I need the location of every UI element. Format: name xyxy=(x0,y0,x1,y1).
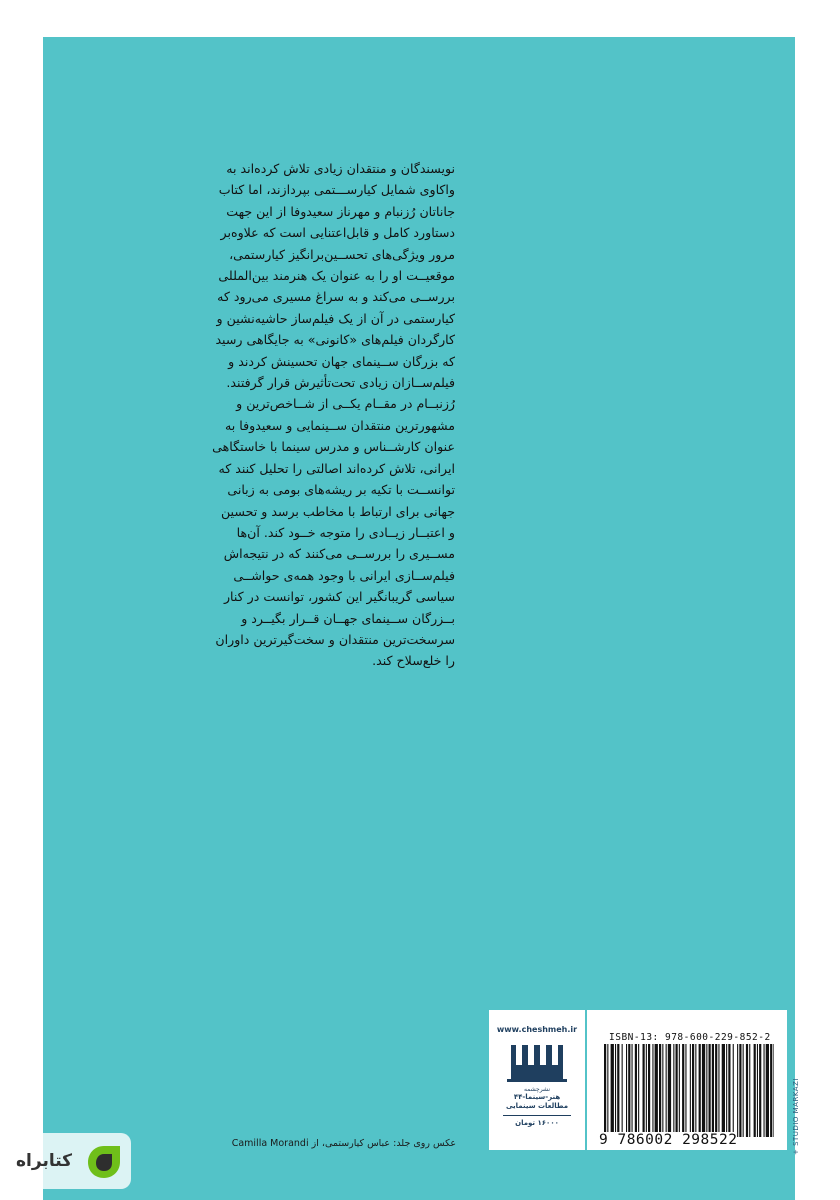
barcode-bar xyxy=(690,1044,691,1137)
studio-credit: + STUDIO MARKAZI xyxy=(792,1078,800,1155)
barcode-bar xyxy=(728,1044,730,1137)
blurb-line: مســیری را بررســی می‌کنند که در نتیجه‌اش xyxy=(223,546,455,562)
barcode-bar xyxy=(743,1044,744,1137)
barcode-bar xyxy=(646,1044,647,1137)
barcode-digits: 9 786002 298522 xyxy=(599,1132,738,1148)
barcode-bar xyxy=(604,1044,606,1137)
series-label: نشرچشمه xyxy=(523,1086,551,1093)
isbn-text: ISBN-13: 978-600-229-852-2 xyxy=(609,1032,771,1043)
barcode-bar xyxy=(659,1044,661,1137)
barcode-bar xyxy=(764,1044,765,1137)
barcode-bar xyxy=(702,1044,705,1137)
barcode-bar xyxy=(757,1044,758,1137)
blurb-line: مرور ویژگی‌های تحســین‌برانگیز کیارستمی، xyxy=(229,246,455,262)
barcode-bar xyxy=(712,1044,714,1137)
blurb-line: واکاوی شمایل کیارســـتمی بپردازند، اما کتاب xyxy=(218,182,455,198)
barcode-bar xyxy=(718,1044,719,1137)
divider xyxy=(503,1115,571,1116)
watermark xyxy=(0,1133,131,1189)
barcode-bar xyxy=(628,1044,630,1137)
blurb-line: نویسندگان و منتقدان زیادی تلاش کرده‌اند به xyxy=(226,161,455,176)
barcode-bar xyxy=(739,1044,741,1137)
barcode-bar xyxy=(709,1044,711,1137)
barcode-bar xyxy=(682,1044,684,1137)
blurb-line: مشهورترین منتقدان ســینمایی و سعیدوفا به xyxy=(225,417,455,433)
barcode xyxy=(604,1044,774,1137)
watermark-text: کتابراه xyxy=(16,1151,73,1171)
blurb-line: فیلم‌ســازی ایرانی با وجود همه‌ی حواشــی xyxy=(233,567,455,583)
barcode-bar xyxy=(699,1044,701,1137)
barcode-bar xyxy=(666,1044,667,1137)
barcode-bar xyxy=(733,1044,734,1137)
barcode-bar xyxy=(746,1044,748,1137)
barcode-bar xyxy=(715,1044,717,1137)
barcode-bar xyxy=(685,1044,686,1137)
blurb-line: و اعتبــار زیــادی را متوجه خــود کند. آن‌ها xyxy=(236,524,455,540)
barcode-bar xyxy=(676,1044,678,1137)
barcode-bar xyxy=(611,1044,614,1137)
cover-photo-credit: عکس روی جلد: عباس کیارستمی، از Camilla Morandi xyxy=(231,1138,456,1149)
barcode-bar xyxy=(759,1044,761,1137)
blurb-line: موقعیــت او را به عنوان یک هنرمند بین‌المللی xyxy=(218,268,455,284)
barcode-bar xyxy=(648,1044,650,1137)
blurb-line: سرسخت‌ترین منتقدان و سخت‌گیرترین داوران xyxy=(215,631,455,647)
cheshmeh-logo-icon xyxy=(507,1039,567,1085)
barcode-bar xyxy=(643,1044,645,1137)
barcode-bar xyxy=(617,1044,619,1137)
barcode-bar xyxy=(607,1044,608,1137)
blurb-line: جاناتان رُزنبام و مهرناز سعیدوفا از این جهت xyxy=(226,203,455,219)
barcode-bar xyxy=(749,1044,750,1137)
blurb-line: فیلم‌ســازان زیادی تحت‌تأثیرش قرار گرفتند. xyxy=(226,375,455,391)
series-name: مطالعات سینمایی xyxy=(505,1102,569,1110)
barcode-bar xyxy=(773,1044,774,1137)
price: ۱۶۰۰۰ تومان xyxy=(515,1119,559,1127)
barcode-bar xyxy=(652,1044,653,1137)
blurb-line: جهانی برای ارتباط با مخاطب برسد و تحسین xyxy=(220,503,455,519)
blurb-line: بررســی می‌کند و به سراغ مسیری می‌رود که xyxy=(217,289,455,305)
ketabrah-logo-icon xyxy=(86,1142,122,1180)
blurb-line: بــزرگان ســینمای جهــان قــرار بگیــرد و xyxy=(241,610,455,626)
publisher-website: www.cheshmeh.ir xyxy=(496,1025,578,1034)
barcode-bar xyxy=(754,1044,756,1137)
barcode-bar xyxy=(770,1044,772,1137)
publisher-box xyxy=(489,1010,585,1150)
blurb-line: توانســت با تکیه بر ریشه‌های بومی به زبانی xyxy=(227,482,455,498)
barcode-bar xyxy=(673,1044,674,1137)
barcode-bar xyxy=(662,1044,663,1137)
barcode-bar xyxy=(638,1044,639,1137)
blurb-line: سیاسی گریبانگیر این کشور، توانست در کنار xyxy=(223,589,455,605)
barcode-bar xyxy=(626,1044,627,1137)
series-number: هنر-سینما-۴۴ xyxy=(513,1093,561,1101)
barcode-bar xyxy=(622,1044,623,1137)
barcode-bar xyxy=(635,1044,637,1137)
back-cover-blurb xyxy=(170,158,455,672)
barcode-bar xyxy=(722,1044,725,1137)
blurb-line: عنوان کارشــناس و مدرس سینما با خاستگاهی xyxy=(212,439,455,455)
blurb-line: کارگردان فیلم‌های «کانونی» به جایگاهی رسید xyxy=(215,332,455,348)
blurb-line: را خلع‌سلاح کند. xyxy=(372,653,455,669)
barcode-bar xyxy=(695,1044,696,1137)
barcode-bar xyxy=(706,1044,707,1137)
blurb-line: کیارستمی در آن از یک فیلم‌ساز حاشیه‌نشین و xyxy=(216,310,455,326)
barcode-bar xyxy=(766,1044,769,1137)
blurb-line: رُزنبــام در مقــام یکــی از شــاخص‌ترین و xyxy=(236,396,455,412)
blurb-line: که بزرگان ســینمای جهان تحسینش کردند و xyxy=(228,353,455,369)
barcode-bar xyxy=(726,1044,727,1137)
barcode-box xyxy=(587,1010,787,1150)
barcode-bar xyxy=(692,1044,694,1137)
blurb-line: ایرانی، تلاش کرده‌اند اصالتی را تحلیل کنند که xyxy=(218,460,455,476)
barcode-bar xyxy=(655,1044,658,1137)
barcode-bar xyxy=(668,1044,671,1137)
blurb-line: دستاورد کامل و قابل‌اعتنایی است که علاوه‌بر xyxy=(220,225,455,241)
barcode-bar xyxy=(615,1044,616,1137)
barcode-bar xyxy=(632,1044,633,1137)
barcode-bar xyxy=(737,1044,738,1137)
barcode-bar xyxy=(679,1044,680,1137)
